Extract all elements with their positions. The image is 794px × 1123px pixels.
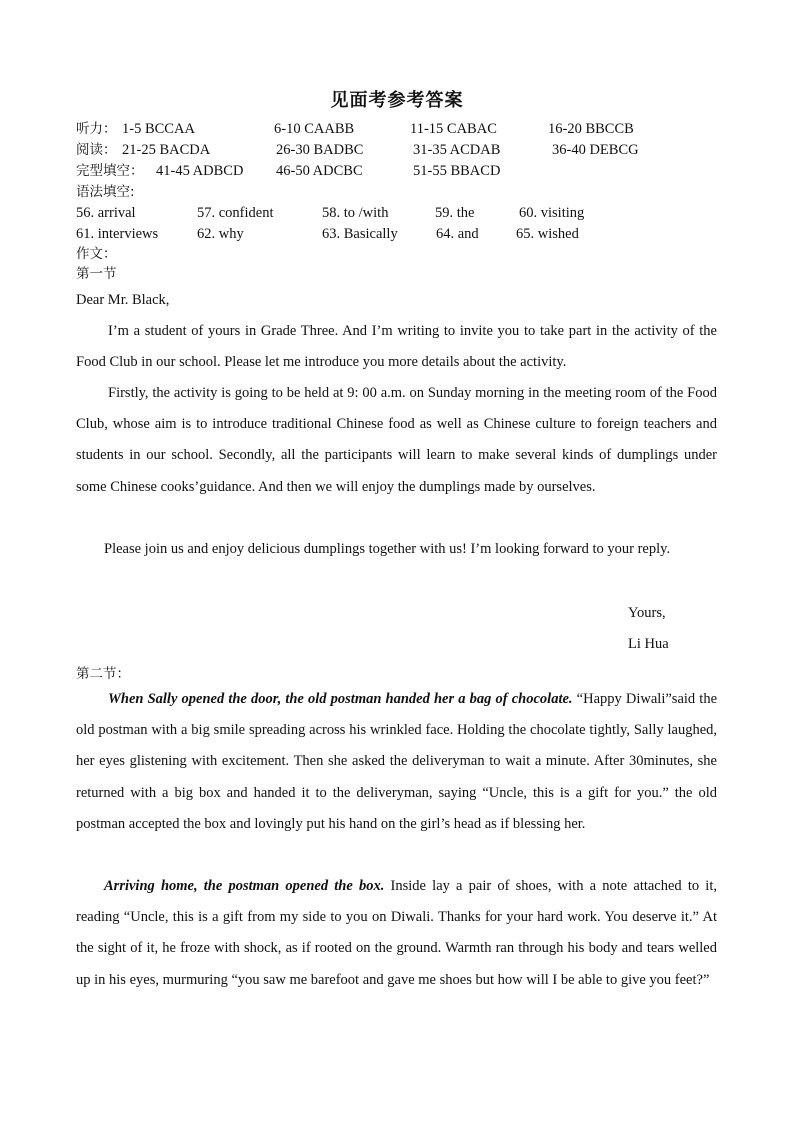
continuation-paragraph-1 [76,684,717,840]
grammar-answer: 59. the [435,205,475,221]
grammar-label: 语法填空: [76,184,135,200]
paragraph-body: Inside lay a pair of shoes, with a note attached to it, reading “Uncle, this is a gift from my side to you on Diwali. Thanks for your hard work. You deserve it.” At the sight of it, he froze with shock, as if rooted on the ground. Warmth ran through his body and tears welled up in his eyes, murmuring “you saw me barefoot and gave me shoes but how will I be able to give you feet?” [76,878,717,988]
letter-paragraph: Please join us and enjoy delicious dumplings together with us! I’m looking forward to your reply. [104,541,671,557]
answer-group: 31-35 ACDAB [413,142,501,158]
section1-heading: 第一节 [76,266,117,282]
writing-label: 作文： [76,246,117,262]
paragraph-lead-sentence: Arriving home, the postman opened the box. [104,878,385,894]
answer-group: 21-25 BACDA [122,142,211,158]
answer-group: 1-5 BCCAA [122,121,195,137]
grammar-answer: 57. confident [197,205,274,221]
grammar-answer: 62. why [197,226,244,242]
grammar-answer: 60. visiting [519,205,585,221]
answer-group: 41-45 ADBCD [156,163,244,179]
page-title: 见面考参考答案 [330,90,464,111]
continuation-paragraph-2 [76,871,717,996]
grammar-answer: 65. wished [516,226,579,242]
grammar-answer: 64. and [436,226,479,242]
letter-closing: Yours, [628,605,666,621]
letter-paragraph: Firstly, the activity is going to be held at 9: 00 a.m. on Sunday morning in the meeting room of the Food Club, whose aim is to introduce traditional Chinese food as well as Chinese culture to foreign teachers and students in our school. Secondly, all the participants will learn to make several kinds of dumplings under some Chinese cooks’guidance. And then we will enjoy the dumplings made by ourselves. [76,385,717,495]
letter-signature: Li Hua [628,636,669,652]
grammar-answer: 56. arrival [76,205,136,221]
answer-group: 36-40 DEBCG [552,142,639,158]
section2-heading: 第二节： [76,666,130,682]
cloze-label: 完型填空： [76,163,144,179]
grammar-answer: 58. to /with [322,205,389,221]
answer-group: 51-55 BBACD [413,163,501,179]
answer-group: 46-50 ADCBC [276,163,363,179]
grammar-answer: 63. Basically [322,226,398,242]
listening-label: 听力： [76,121,117,137]
answer-group: 6-10 CAABB [274,121,355,137]
letter-salutation: Dear Mr. Black, [76,292,170,308]
paragraph-body: “Happy Diwali”said the old postman with a big smile spreading across his wrinkled face. Holding the chocolate tightly, Sally laughed, her eyes glistening with excitement. Then she asked the deliveryman to wait a minute. After 30minutes, she returned with a big box and handed it to the deliveryman, saying “Uncle, this is a gift for you.” the old postman accepted the box and lovingly put his hand on the girl’s head as if blessing her. [76,691,717,832]
reading-label: 阅读： [76,142,117,158]
grammar-answer: 61. interviews [76,226,159,242]
answer-group: 11-15 CABAC [410,121,497,137]
paragraph-lead-sentence: When Sally opened the door, the old postman handed her a bag of chocolate. [108,691,573,707]
answer-group: 16-20 BBCCB [548,121,634,137]
letter-paragraph: I’m a student of yours in Grade Three. And I’m writing to invite you to take part in the activity of the Food Club in our school. Please let me introduce you more details about the activity. [76,323,717,371]
answer-group: 26-30 BADBC [276,142,364,158]
